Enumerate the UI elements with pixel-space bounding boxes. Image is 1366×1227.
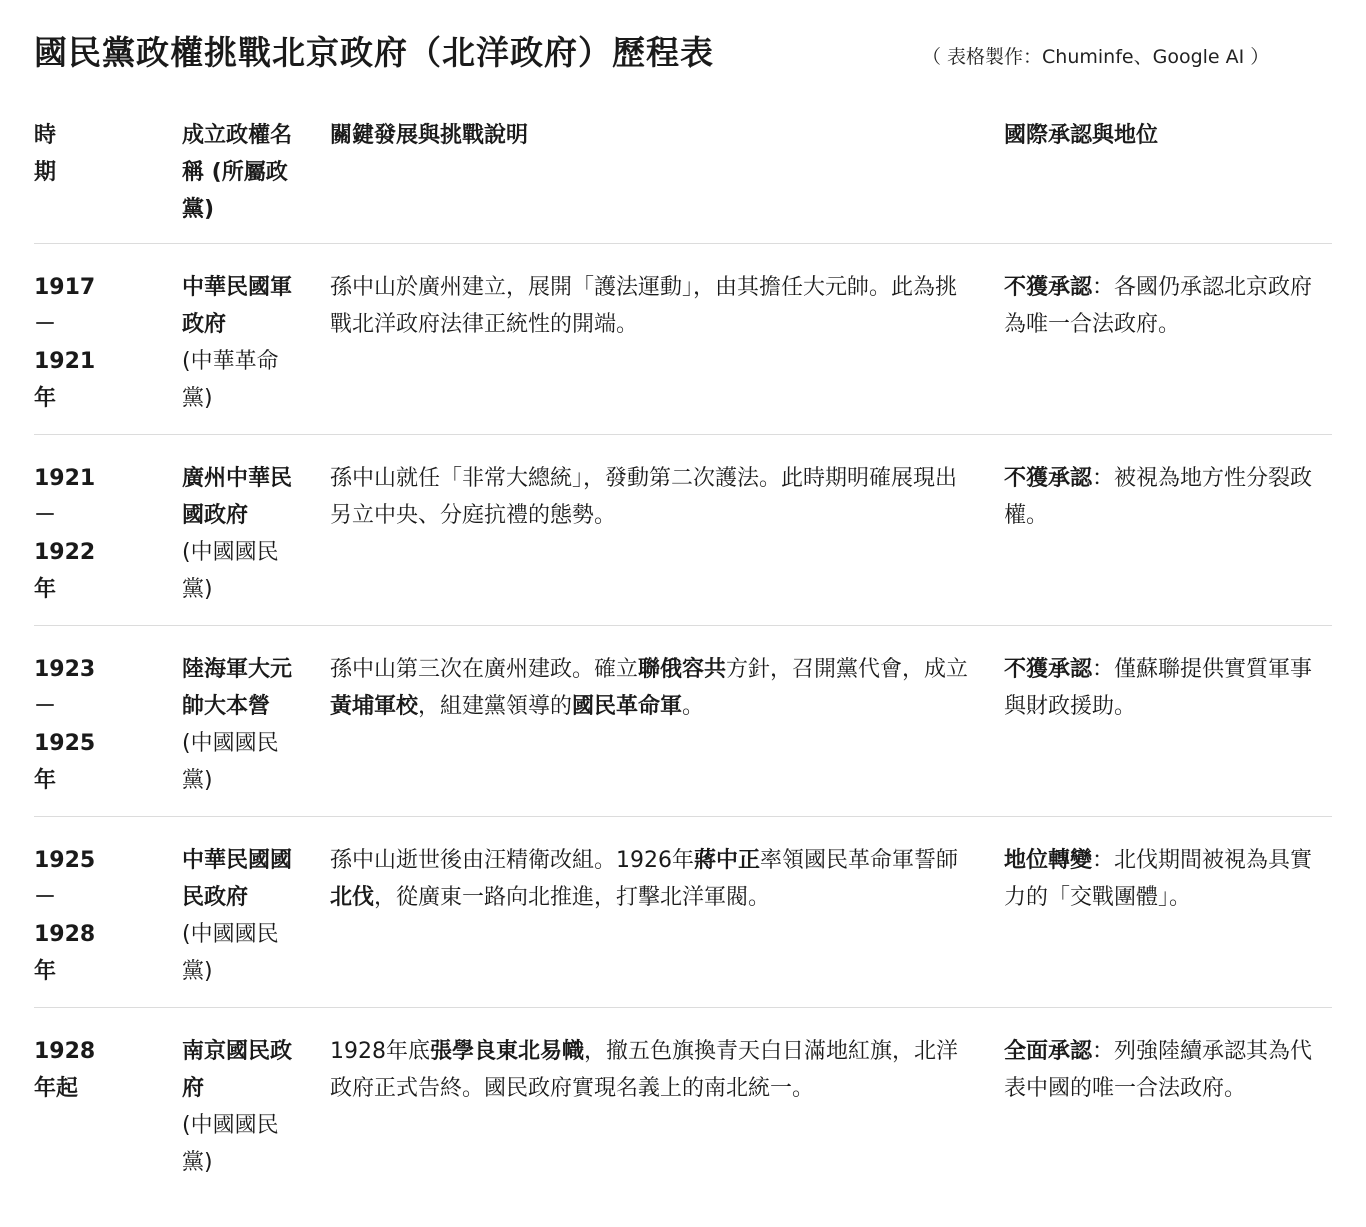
regime-name-cell xyxy=(182,269,308,417)
regime-party: (中國國民黨) xyxy=(182,1113,279,1175)
description-emphasis: 黃埔軍校 xyxy=(330,694,419,719)
recognition-cell xyxy=(1004,842,1322,916)
regime-name: 廣州中華民國政府 xyxy=(182,466,293,528)
description-cell xyxy=(330,1033,972,1107)
description-emphasis: 國民革命軍 xyxy=(572,694,683,719)
recognition-detail: ：北伐期間被視為具實力的「交戰團體」。 xyxy=(1004,848,1313,910)
header-name: 成立政權名稱 (所屬政黨) xyxy=(182,123,293,222)
regime-name: 陸海軍大元帥大本營 xyxy=(182,657,293,719)
recognition-status: 不獲承認 xyxy=(1004,466,1093,491)
table-row xyxy=(34,435,1332,626)
regime-party: (中華革命黨) xyxy=(182,349,279,411)
recognition-detail: ：列強陸續承認其為代表中國的唯一合法政府。 xyxy=(1004,1039,1313,1101)
description-text: 。 xyxy=(682,694,705,719)
description-text: 率領國民革命軍誓師 xyxy=(760,848,959,873)
description-emphasis: 蔣中正 xyxy=(694,848,761,873)
table-header-row xyxy=(34,115,1332,244)
period-cell: 1928年起 xyxy=(34,1039,96,1101)
recognition-status: 地位轉變 xyxy=(1004,848,1093,873)
table-row xyxy=(34,817,1332,1008)
table-credit: （ 表格製作：Chuminfe、Google AI ） xyxy=(922,46,1270,68)
description-text: 方針，召開黨代會，成立 xyxy=(726,657,969,682)
description-emphasis: 張學良東北易幟 xyxy=(430,1039,585,1064)
description-text: ，組建黨領導的 xyxy=(418,694,573,719)
description-cell xyxy=(330,651,972,725)
regime-name-cell xyxy=(182,1033,308,1181)
description-text: 孫中山逝世後由汪精衛改組。1926年 xyxy=(330,848,694,873)
table-row xyxy=(34,244,1332,435)
period-cell: 1925－1928年 xyxy=(34,848,96,984)
regime-name: 中華民國軍政府 xyxy=(182,275,293,337)
description-text: 1928年底 xyxy=(330,1039,430,1064)
regime-name-cell xyxy=(182,651,308,799)
description-emphasis: 北伐 xyxy=(330,885,375,910)
regime-party: (中國國民黨) xyxy=(182,540,279,602)
header-description: 關鍵發展與挑戰說明 xyxy=(330,123,529,148)
history-table xyxy=(34,115,1332,1198)
recognition-detail: ：被視為地方性分裂政權。 xyxy=(1004,466,1313,528)
recognition-cell xyxy=(1004,269,1322,343)
recognition-cell xyxy=(1004,651,1322,725)
period-cell: 1917－1921年 xyxy=(34,275,96,411)
recognition-detail: ：各國仍承認北京政府為唯一合法政府。 xyxy=(1004,275,1313,337)
table-row xyxy=(34,626,1332,817)
recognition-detail: ：僅蘇聯提供實質軍事與財政援助。 xyxy=(1004,657,1313,719)
description-text: 孫中山第三次在廣州建政。確立 xyxy=(330,657,639,682)
header-recognition: 國際承認與地位 xyxy=(1004,123,1159,148)
regime-name: 中華民國國民政府 xyxy=(182,848,293,910)
regime-party: (中國國民黨) xyxy=(182,922,279,984)
description-text: ，撤五色旗換青天白日滿地紅旗，北洋政府正式告終。國民政府實現名義上的南北統一。 xyxy=(330,1039,959,1101)
period-cell: 1923－1925年 xyxy=(34,657,96,793)
regime-name-cell xyxy=(182,460,308,608)
header-period: 時期 xyxy=(34,123,57,185)
description-emphasis: 聯俄容共 xyxy=(638,657,727,682)
description-text: 孫中山就任「非常大總統」，發動第二次護法。此時期明確展現出另立中央、分庭抗禮的態勢。 xyxy=(330,466,958,528)
page-title: 國民黨政權挑戰北京政府（北洋政府）歷程表 xyxy=(34,33,714,72)
recognition-status: 全面承認 xyxy=(1004,1039,1093,1064)
recognition-status: 不獲承認 xyxy=(1004,657,1093,682)
description-cell xyxy=(330,842,972,916)
description-cell xyxy=(330,460,972,534)
description-text: ，從廣東一路向北推進，打擊北洋軍閥。 xyxy=(374,885,771,910)
recognition-status: 不獲承認 xyxy=(1004,275,1093,300)
regime-party: (中國國民黨) xyxy=(182,731,279,793)
description-cell xyxy=(330,269,972,343)
table-row xyxy=(34,1008,1332,1198)
description-text: 孫中山於廣州建立，展開「護法運動」，由其擔任大元帥。此為挑戰北洋政府法律正統性的開端。 xyxy=(330,275,958,337)
period-cell: 1921－1922年 xyxy=(34,466,96,602)
recognition-cell xyxy=(1004,1033,1322,1107)
regime-name-cell xyxy=(182,842,308,990)
recognition-cell xyxy=(1004,460,1322,534)
regime-name: 南京國民政府 xyxy=(182,1039,293,1101)
